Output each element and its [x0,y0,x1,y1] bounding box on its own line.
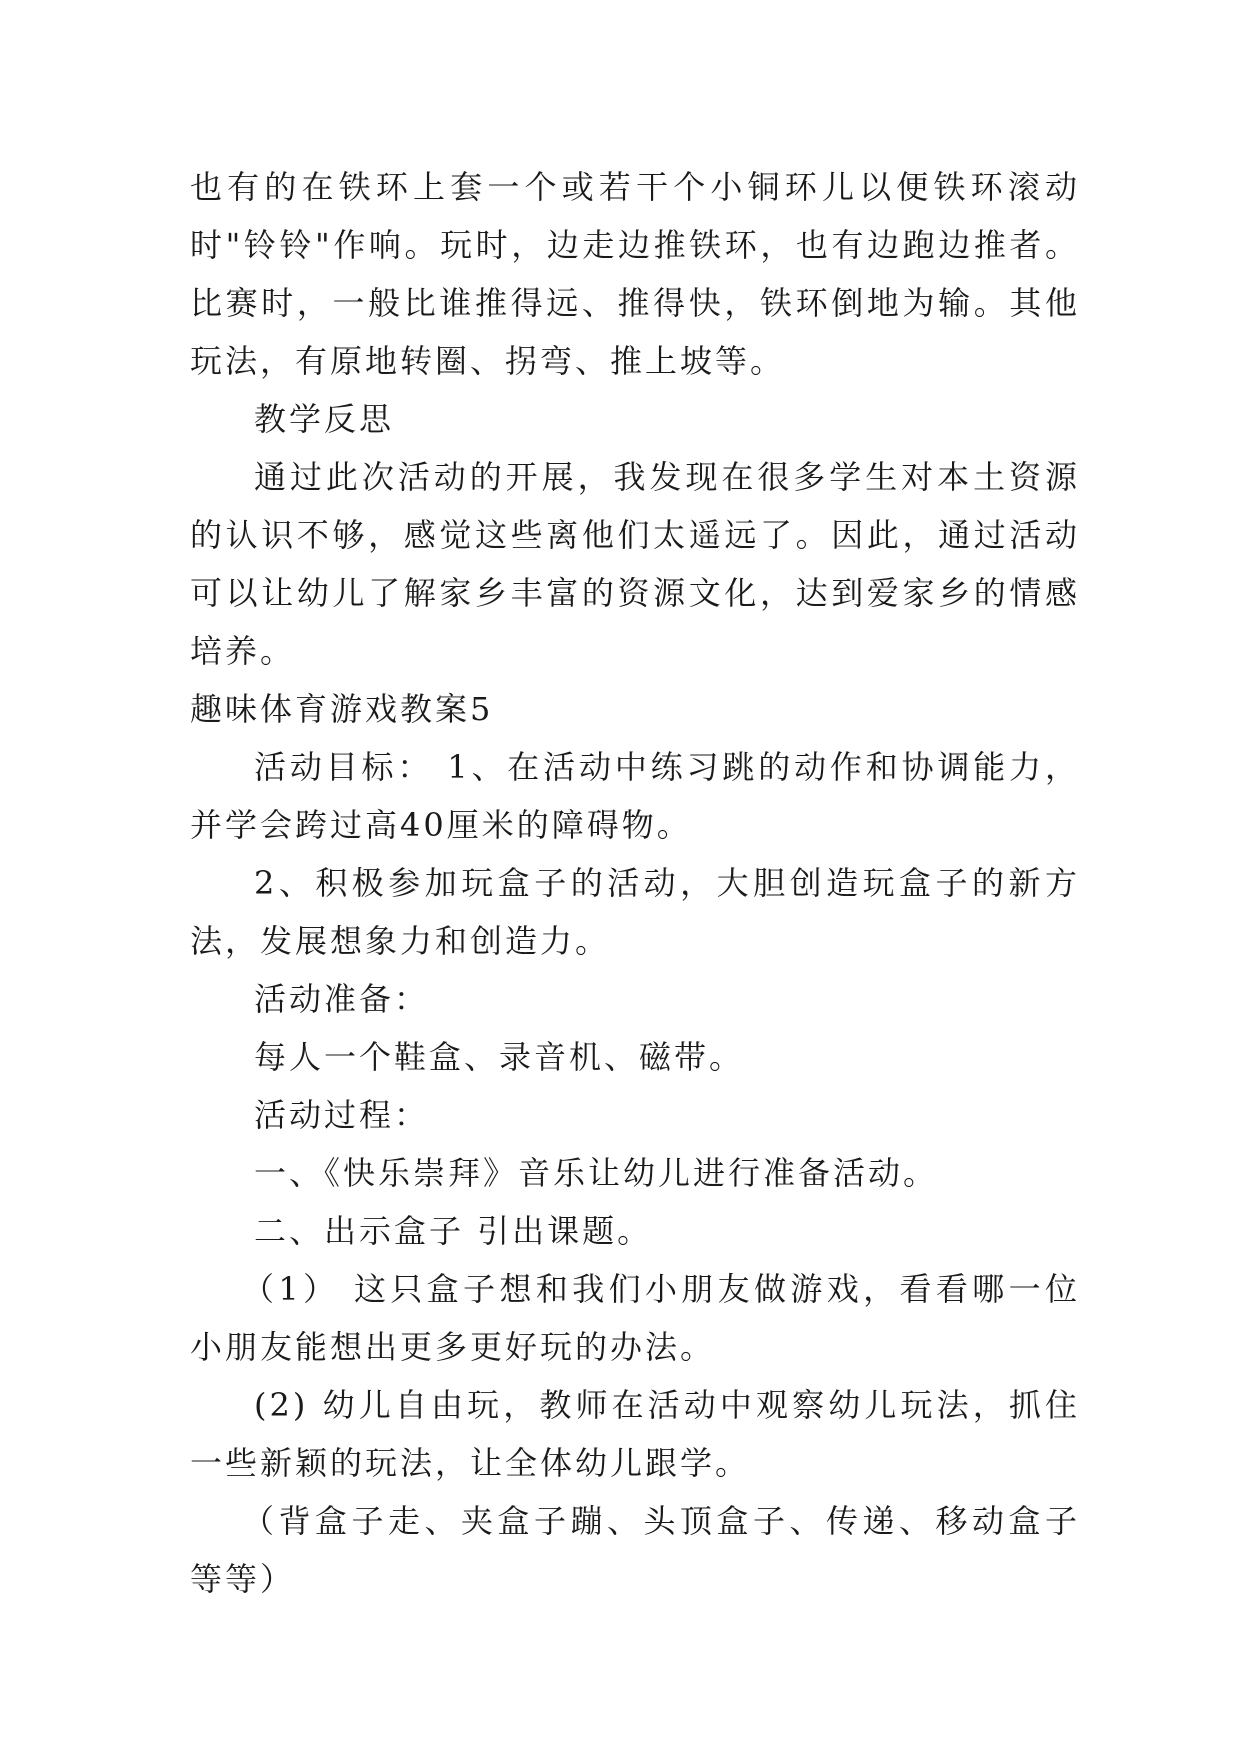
paragraph-substep-2: (2) 幼儿自由玩，教师在活动中观察幼儿玩法，抓住一些新颖的玩法，让全体幼儿跟学。 [190,1386,1080,1482]
paragraph-substep-1: （1） 这只盒子想和我们小朋友做游戏，看看哪一位小朋友能想出更多更好玩的办法。 [190,1270,1080,1366]
paragraph-step-2: 二、出示盒子 引出课题。 [254,1212,653,1250]
paragraph-examples: （背盒子走、夹盒子蹦、头顶盒子、传递、移动盒子等等） [190,1502,1080,1598]
paragraph-iron-hoop-rules: 也有的在铁环上套一个或若干个小铜环儿以便铁环滚动时"铃铃"作响。玩时，边走边推铁环，也有边跑边推者。比赛时，一般比谁推得远、推得快，铁环倒地为输。其他玩法，有原地转圈、拐弯、推上坡等。 [190,168,1080,380]
paragraph-reflection: 通过此次活动的开展，我发现在很多学生对本土资源的认识不够，感觉这些离他们太遥远了。因此，通过活动可以让幼儿了解家乡丰富的资源文化，达到爱家乡的情感培养。 [190,458,1080,670]
document-body [190,158,1080,1608]
heading-teaching-reflection: 教学反思 [254,400,395,438]
paragraph-step-1: 一、《快乐崇拜》音乐让幼儿进行准备活动。 [254,1154,939,1192]
heading-activity-process: 活动过程： [254,1096,430,1134]
paragraph-goal-2: 2、积极参加玩盒子的活动，大胆创造玩盒子的新方法，发展想象力和创造力。 [190,864,1080,960]
heading-activity-preparation: 活动准备： [254,980,430,1018]
section-title-lesson-5: 趣味体育游戏教案5 [190,690,494,728]
paragraph-goal-1: 活动目标： 1、在活动中练习跳的动作和协调能力，并学会跨过高40厘米的障碍物。 [190,748,1080,844]
paragraph-materials: 每人一个鞋盒、录音机、磁带。 [254,1038,745,1076]
